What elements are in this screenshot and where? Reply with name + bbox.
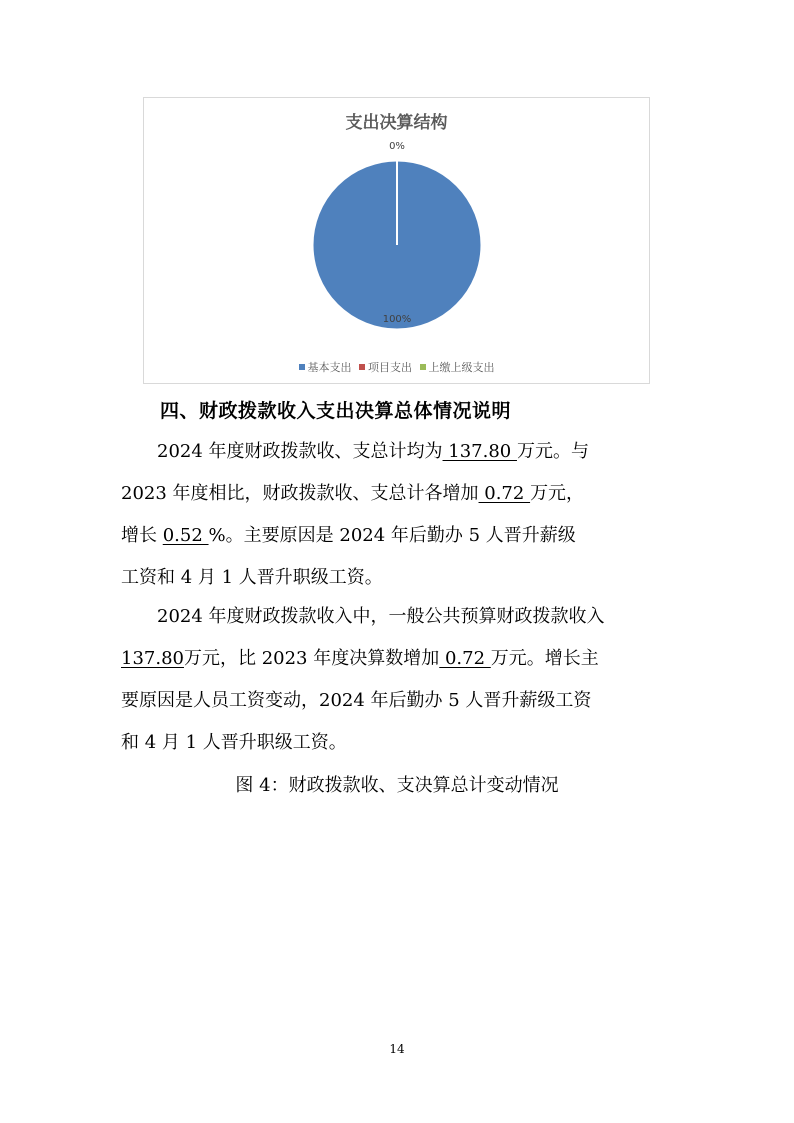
p2-line-3 [121,680,677,722]
p2-text: 2024 年度财政拨款收入中，一般公共预算财政拨款收入 [157,606,605,627]
paragraph-2 [121,596,677,764]
general-budget-revenue-value: 137.80 [121,648,184,669]
legend-swatch-basic [299,364,305,370]
legend-label-project: 项目支出 [368,361,412,374]
p2-line-1 [121,596,677,638]
legend-swatch-project [359,364,365,370]
legend-item-basic [299,359,352,375]
data-label-basic-expenditure: 100% [382,314,412,325]
p1-text: %。主要原因是 2024 年后勤办 5 人晋升薪级 [208,525,576,546]
p2-text: 和 4 月 1 人晋升职级工资。 [121,732,347,753]
p2-text: 要原因是人员工资变动，2024 年后勤办 5 人晋升薪级工资 [121,690,592,711]
legend-item-project [359,359,412,375]
p1-line-1 [121,431,677,473]
legend-label-basic: 基本支出 [307,361,352,374]
p1-line-3 [121,515,677,557]
page-number: 14 [389,1042,405,1056]
paragraph-1 [121,431,677,599]
p1-line-4 [121,557,677,599]
p2-text: 万元。增长主 [490,648,599,669]
p2-line-4 [121,722,677,764]
p1-text: 增长 [121,525,163,546]
p1-text: 2024 年度财政拨款收、支总计均为 [157,441,443,462]
increase-percent-value: 0.52 [162,525,209,546]
p1-line-2 [121,473,677,515]
p2-line-2 [121,638,677,680]
legend-item-remit [420,359,495,375]
figure-caption: 图 4：财政拨款收、支决算总计变动情况 [235,775,559,796]
legend-swatch-remit [420,364,426,370]
p1-text: 2023 年度相比，财政拨款收、支总计各增加 [121,483,479,504]
increase-amount-value: 0.72 [478,483,531,504]
expenditure-structure-chart [143,97,650,384]
chart-title: 支出决算结构 [345,113,448,133]
p1-text: 万元。与 [516,441,589,462]
pie-chart-svg [144,98,649,383]
chart-legend [144,359,649,375]
section-heading: 四、财政拨款收入支出决算总体情况说明 [160,400,512,422]
legend-label-remit: 上缴上级支出 [428,361,495,374]
data-label-zero: 0% [389,141,405,152]
total-amount-value: 137.80 [442,441,517,462]
p2-text: 万元，比 2023 年度决算数增加 [183,648,440,669]
p1-text: 工资和 4 月 1 人晋升职级工资。 [121,567,383,588]
p1-text: 万元， [530,483,585,504]
revenue-increase-value: 0.72 [439,648,491,669]
